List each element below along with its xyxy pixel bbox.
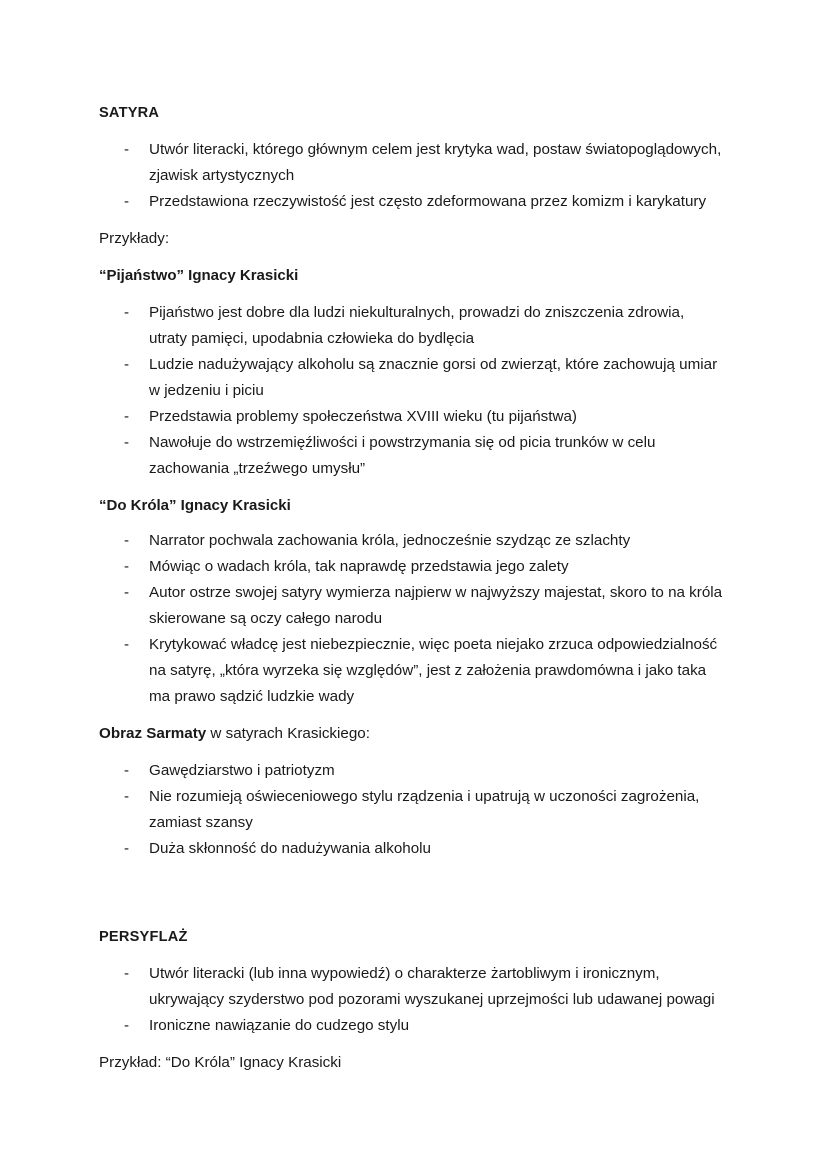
- section-satyra: [99, 100, 725, 862]
- list-item-text: Gawędziarstwo i patriotyzm: [149, 762, 335, 779]
- satyra-definition-list: [99, 126, 725, 215]
- bullet-dash-icon: -: [124, 840, 130, 857]
- section-heading-persyflaz: PERSYFLAŻ: [99, 929, 188, 945]
- pijanstwo-bullet-list: [99, 289, 725, 482]
- bullet-dash-icon: -: [124, 304, 130, 321]
- sarmaty-bullet-list: [99, 747, 725, 862]
- list-item-text: Przedstawia problemy społeczeństwa XVIII wieku (tu pijaństwa): [149, 408, 577, 425]
- work-heading-pijanstwo: “Pijaństwo” Ignacy Krasicki: [99, 267, 299, 284]
- bullet-dash-icon: -: [124, 356, 130, 373]
- document-body: [99, 100, 725, 1076]
- bullet-dash-icon: -: [124, 788, 130, 805]
- list-item: [99, 1013, 725, 1039]
- list-item-text: Ludzie nadużywający alkoholu są znacznie gorsi od zwierząt, które zachowują umiar w jedzeniu i piciu: [149, 356, 718, 399]
- bullet-dash-icon: -: [124, 193, 130, 210]
- list-item: [99, 430, 725, 482]
- list-item: [99, 758, 725, 784]
- list-item: [99, 580, 725, 632]
- list-item-text: Autor ostrze swojej satyry wymierza najpierw w najwyższy majestat, skoro to na króla skierowane są oczy całego narodu: [149, 584, 723, 627]
- bullet-dash-icon: -: [124, 965, 130, 982]
- list-item: [99, 189, 725, 215]
- list-item-text: Utwór literacki (lub inna wypowiedź) o charakterze żartobliwym i ironicznym, ukrywający szyderstwo pod pozorami wyszukanej uprzejmości lub udawanej powagi: [149, 965, 715, 1008]
- list-item-text: Nawołuje do wstrzemięźliwości i powstrzymania się od picia trunków w celu zachowania „trzeźwego umysłu”: [149, 434, 656, 477]
- sarmaty-heading: [99, 710, 725, 747]
- list-item-text: Utwór literacki, którego głównym celem jest krytyka wad, postaw światopoglądowych, zjawisk artystycznych: [149, 141, 722, 184]
- list-item-text: Narrator pochwala zachowania króla, jednocześnie szydząc ze szlachty: [149, 532, 631, 549]
- bullet-dash-icon: -: [124, 408, 130, 425]
- bullet-dash-icon: -: [124, 141, 130, 158]
- persyflaz-example-line: Przykład: “Do Króla” Ignacy Krasicki: [99, 1054, 342, 1071]
- section-persyflaz: [99, 924, 725, 1076]
- list-item-text: Przedstawiona rzeczywistość jest często zdeformowana przez komizm i karykatury: [149, 193, 707, 210]
- list-item: [99, 352, 725, 404]
- list-item-text: Krytykować władcę jest niebezpiecznie, więc poeta niejako zrzuca odpowiedzialność na satyrę, „która wyrzeka się względów”, jest z założenia prawdomówna i jako taka ma prawo sądzić ludzkie wady: [149, 636, 718, 705]
- sarmaty-heading-rest: w satyrach Krasickiego:: [206, 725, 370, 742]
- section-heading-satyra: SATYRA: [99, 105, 160, 121]
- list-item: [99, 554, 725, 580]
- list-item: [99, 632, 725, 710]
- list-item: [99, 300, 725, 352]
- examples-label: Przykłady:: [99, 230, 170, 247]
- bullet-dash-icon: -: [124, 558, 130, 575]
- list-item: [99, 137, 725, 189]
- list-item: [99, 404, 725, 430]
- list-item: [99, 784, 725, 836]
- work-heading-do-krola: “Do Króla” Ignacy Krasicki: [99, 497, 291, 514]
- list-item-text: Pijaństwo jest dobre dla ludzi niekulturalnych, prowadzi do zniszczenia zdrowia, utraty pamięci, upodabnia człowieka do bydlęcia: [149, 304, 685, 347]
- bullet-dash-icon: -: [124, 762, 130, 779]
- bullet-dash-icon: -: [124, 584, 130, 601]
- bullet-dash-icon: -: [124, 532, 130, 549]
- list-item-text: Ironiczne nawiązanie do cudzego stylu: [149, 1017, 410, 1034]
- bullet-dash-icon: -: [124, 636, 130, 653]
- bullet-dash-icon: -: [124, 434, 130, 451]
- section-spacer: [99, 862, 725, 924]
- do-krola-bullet-list: [99, 519, 725, 710]
- list-item-text: Mówiąc o wadach króla, tak naprawdę przedstawia jego zalety: [149, 558, 569, 575]
- persyflaz-definition-list: [99, 950, 725, 1039]
- bullet-dash-icon: -: [124, 1017, 130, 1034]
- list-item-text: Nie rozumieją oświeceniowego stylu rządzenia i upatrują w uczoności zagrożenia, zamiast szansy: [149, 788, 700, 831]
- list-item: [99, 528, 725, 554]
- list-item: [99, 836, 725, 862]
- list-item: [99, 961, 725, 1013]
- sarmaty-heading-bold: Obraz Sarmaty: [99, 725, 207, 742]
- list-item-text: Duża skłonność do nadużywania alkoholu: [149, 840, 431, 857]
